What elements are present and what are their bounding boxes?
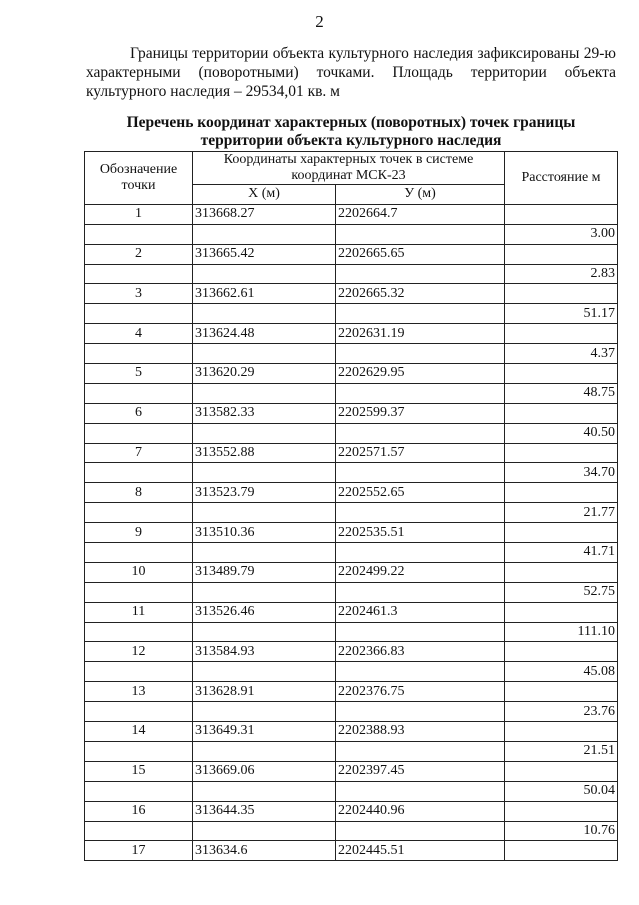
x-coordinate: 313628.91 <box>193 682 336 702</box>
distance-value: 10.76 <box>505 821 618 841</box>
x-empty <box>193 264 336 284</box>
point-number: 13 <box>85 682 193 702</box>
y-empty <box>336 781 505 801</box>
table-row <box>85 364 618 384</box>
point-empty <box>85 304 193 324</box>
distance-empty <box>505 801 618 821</box>
distance-value: 51.17 <box>505 304 618 324</box>
point-number: 5 <box>85 364 193 384</box>
x-empty <box>193 503 336 523</box>
table-row <box>85 443 618 463</box>
x-empty <box>193 662 336 682</box>
point-empty <box>85 741 193 761</box>
table-row <box>85 523 618 543</box>
y-empty <box>336 702 505 722</box>
point-number: 4 <box>85 324 193 344</box>
distance-value: 21.51 <box>505 741 618 761</box>
point-empty <box>85 543 193 563</box>
coordinates-table <box>84 151 618 861</box>
y-coordinate: 2202665.65 <box>336 244 505 264</box>
y-coordinate: 2202535.51 <box>336 523 505 543</box>
y-empty <box>336 304 505 324</box>
x-coordinate: 313523.79 <box>193 483 336 503</box>
table-row <box>85 483 618 503</box>
point-empty <box>85 224 193 244</box>
x-coordinate: 313526.46 <box>193 602 336 622</box>
distance-row <box>85 383 618 403</box>
table-row <box>85 602 618 622</box>
point-empty <box>85 582 193 602</box>
distance-row <box>85 224 618 244</box>
distance-row <box>85 821 618 841</box>
distance-value: 48.75 <box>505 383 618 403</box>
point-number: 3 <box>85 284 193 304</box>
table-row <box>85 761 618 781</box>
x-empty <box>193 304 336 324</box>
distance-row <box>85 344 618 364</box>
distance-empty <box>505 841 618 861</box>
header-point: Обозначение точки <box>85 152 193 205</box>
point-empty <box>85 622 193 642</box>
point-number: 6 <box>85 403 193 423</box>
distance-value: 3.00 <box>505 224 618 244</box>
point-empty <box>85 423 193 443</box>
y-coordinate: 2202440.96 <box>336 801 505 821</box>
x-coordinate: 313552.88 <box>193 443 336 463</box>
x-empty <box>193 781 336 801</box>
header-x: X (м) <box>193 185 336 205</box>
x-empty <box>193 463 336 483</box>
y-empty <box>336 344 505 364</box>
y-coordinate: 2202629.95 <box>336 364 505 384</box>
distance-empty <box>505 244 618 264</box>
y-empty <box>336 264 505 284</box>
y-empty <box>336 741 505 761</box>
table-row <box>85 801 618 821</box>
point-empty <box>85 781 193 801</box>
point-number: 17 <box>85 841 193 861</box>
point-number: 7 <box>85 443 193 463</box>
table-row <box>85 204 618 224</box>
distance-row <box>85 741 618 761</box>
point-number: 11 <box>85 602 193 622</box>
table-row <box>85 324 618 344</box>
distance-row <box>85 702 618 722</box>
y-empty <box>336 383 505 403</box>
x-empty <box>193 582 336 602</box>
x-empty <box>193 224 336 244</box>
y-coordinate: 2202397.45 <box>336 761 505 781</box>
table-row <box>85 642 618 662</box>
point-number: 12 <box>85 642 193 662</box>
x-empty <box>193 543 336 563</box>
distance-empty <box>505 722 618 742</box>
x-coordinate: 313649.31 <box>193 722 336 742</box>
point-empty <box>85 344 193 364</box>
distance-empty <box>505 602 618 622</box>
distance-row <box>85 463 618 483</box>
x-empty <box>193 622 336 642</box>
distance-row <box>85 622 618 642</box>
distance-value: 2.83 <box>505 264 618 284</box>
header-coordinate-system: Координаты характерных точек в системе координат МСК-23 <box>193 152 505 185</box>
table-row <box>85 562 618 582</box>
distance-value: 21.77 <box>505 503 618 523</box>
y-coordinate: 2202665.32 <box>336 284 505 304</box>
x-coordinate: 313620.29 <box>193 364 336 384</box>
table-title-line-2: территории объекта культурного наследия <box>200 132 502 149</box>
x-coordinate: 313582.33 <box>193 403 336 423</box>
x-coordinate: 313510.36 <box>193 523 336 543</box>
distance-empty <box>505 761 618 781</box>
y-coordinate: 2202461.3 <box>336 602 505 622</box>
point-empty <box>85 702 193 722</box>
distance-value: 34.70 <box>505 463 618 483</box>
distance-row <box>85 662 618 682</box>
table-title <box>86 114 616 150</box>
intro-paragraph <box>86 44 616 101</box>
point-number: 14 <box>85 722 193 742</box>
distance-row <box>85 264 618 284</box>
distance-value: 4.37 <box>505 344 618 364</box>
table-row <box>85 284 618 304</box>
distance-empty <box>505 562 618 582</box>
y-coordinate: 2202571.57 <box>336 443 505 463</box>
distance-row <box>85 781 618 801</box>
page-number: 2 <box>315 12 324 31</box>
distance-empty <box>505 642 618 662</box>
distance-row <box>85 423 618 443</box>
distance-row <box>85 503 618 523</box>
point-number: 16 <box>85 801 193 821</box>
y-coordinate: 2202376.75 <box>336 682 505 702</box>
y-empty <box>336 662 505 682</box>
x-coordinate: 313668.27 <box>193 204 336 224</box>
x-empty <box>193 741 336 761</box>
distance-value: 52.75 <box>505 582 618 602</box>
distance-value: 50.04 <box>505 781 618 801</box>
distance-empty <box>505 682 618 702</box>
x-empty <box>193 423 336 443</box>
y-coordinate: 2202445.51 <box>336 841 505 861</box>
y-coordinate: 2202664.7 <box>336 204 505 224</box>
distance-value: 45.08 <box>505 662 618 682</box>
point-number: 15 <box>85 761 193 781</box>
y-coordinate: 2202499.22 <box>336 562 505 582</box>
x-coordinate: 313584.93 <box>193 642 336 662</box>
point-empty <box>85 383 193 403</box>
point-number: 10 <box>85 562 193 582</box>
x-coordinate: 313662.61 <box>193 284 336 304</box>
y-coordinate: 2202631.19 <box>336 324 505 344</box>
intro-text: Границы территории объекта культурного наследия зафиксированы 29-ю характерными (поворотными) точками. Площадь территории объекта культурного наследия – 29534,01 кв. м <box>86 45 616 100</box>
point-number: 2 <box>85 244 193 264</box>
distance-row <box>85 304 618 324</box>
distance-empty <box>505 403 618 423</box>
x-coordinate: 313669.06 <box>193 761 336 781</box>
distance-row <box>85 543 618 563</box>
point-empty <box>85 264 193 284</box>
table-title-line-1: Перечень координат характерных (поворотных) точек границы <box>126 114 576 131</box>
point-number: 8 <box>85 483 193 503</box>
point-number: 1 <box>85 204 193 224</box>
table-row <box>85 244 618 264</box>
y-empty <box>336 423 505 443</box>
distance-row <box>85 582 618 602</box>
point-empty <box>85 463 193 483</box>
header-y: У (м) <box>336 185 505 205</box>
y-coordinate: 2202366.83 <box>336 642 505 662</box>
y-empty <box>336 224 505 244</box>
y-empty <box>336 622 505 642</box>
y-coordinate: 2202552.65 <box>336 483 505 503</box>
distance-empty <box>505 324 618 344</box>
distance-value: 23.76 <box>505 702 618 722</box>
point-empty <box>85 503 193 523</box>
y-empty <box>336 503 505 523</box>
x-coordinate: 313644.35 <box>193 801 336 821</box>
distance-empty <box>505 483 618 503</box>
distance-empty <box>505 443 618 463</box>
y-empty <box>336 582 505 602</box>
x-empty <box>193 702 336 722</box>
table-row <box>85 682 618 702</box>
distance-value: 41.71 <box>505 543 618 563</box>
header-distance: Расстояние м <box>505 152 618 205</box>
y-coordinate: 2202388.93 <box>336 722 505 742</box>
x-coordinate: 313665.42 <box>193 244 336 264</box>
coordinates-body <box>85 204 618 860</box>
point-number: 9 <box>85 523 193 543</box>
table-row <box>85 841 618 861</box>
x-empty <box>193 344 336 364</box>
x-coordinate: 313489.79 <box>193 562 336 582</box>
distance-empty <box>505 204 618 224</box>
table-row <box>85 403 618 423</box>
y-empty <box>336 463 505 483</box>
distance-empty <box>505 364 618 384</box>
y-empty <box>336 543 505 563</box>
table-row <box>85 722 618 742</box>
x-empty <box>193 821 336 841</box>
distance-empty <box>505 523 618 543</box>
x-coordinate: 313634.6 <box>193 841 336 861</box>
point-empty <box>85 662 193 682</box>
x-empty <box>193 383 336 403</box>
y-coordinate: 2202599.37 <box>336 403 505 423</box>
point-empty <box>85 821 193 841</box>
distance-value: 111.10 <box>505 622 618 642</box>
distance-value: 40.50 <box>505 423 618 443</box>
x-coordinate: 313624.48 <box>193 324 336 344</box>
distance-empty <box>505 284 618 304</box>
y-empty <box>336 821 505 841</box>
